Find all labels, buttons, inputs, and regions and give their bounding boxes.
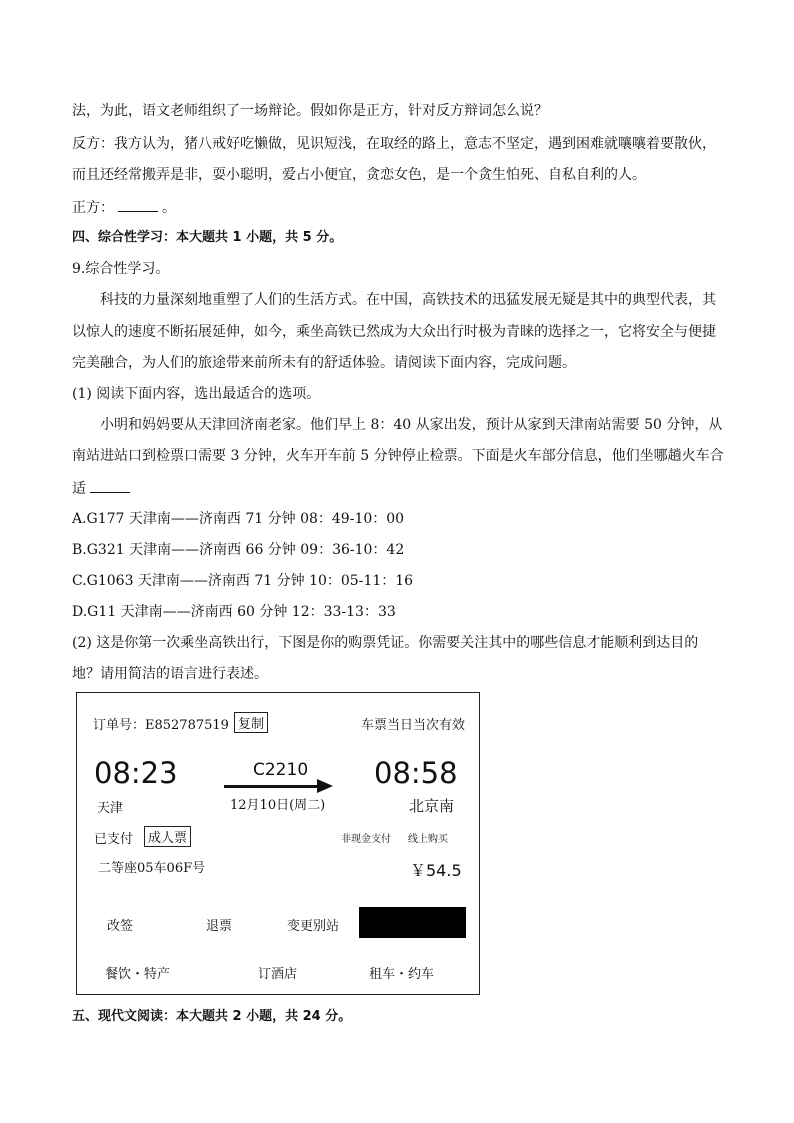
para-line-2: 以惊人的速度不断拓展延伸，如今，乘坐高铁已然成为大众出行时极为青睐的选择之一，它将安全与便捷: [72, 324, 716, 340]
payment-status: 已支付: [94, 832, 134, 847]
travel-date: 12月10日(周二): [230, 798, 326, 813]
copy-button[interactable]: 复制: [234, 712, 268, 733]
ticket-type-badge: 成人票: [144, 826, 191, 847]
answer-prefix: 正方：: [72, 200, 114, 216]
option-b: B.G321 天津南——济南西 66 分钟 09：36-10：42: [72, 542, 405, 558]
arrival-station: 北京南: [409, 797, 455, 815]
intro-line-2: 反方：我方认为，猪八戒好吃懒做，见识短浅，在取经的路上，意志不坚定，遇到困难就嚷嚷着要散伙，: [72, 136, 716, 152]
purchase-channel: 线上购买: [408, 834, 448, 845]
hotel-booking-link[interactable]: 订酒店: [258, 967, 298, 982]
intro-line-3: 而且还经常搬弄是非，耍小聪明，爱占小便宜，贪恋女色，是一个贪生怕死、自私自利的人。: [72, 167, 646, 183]
option-c: C.G1063 天津南——济南西 71 分钟 10：05-11：16: [72, 573, 414, 589]
refund-button[interactable]: 退票: [206, 919, 233, 934]
subquestion-1-line-2: 南站进站口到检票口需要 3 分钟，火车开车前 5 分钟停止检票。下面是火车部分信息，他们坐哪趟火车合: [72, 448, 724, 464]
subquestion-1: (1) 阅读下面内容，选出最适合的选项。: [72, 386, 321, 402]
validity-note: 车票当日当次有效: [361, 718, 466, 733]
question-9: 9.综合性学习。: [72, 261, 170, 277]
subquestion-1-suffix: 适: [72, 481, 86, 497]
answer-suffix: 。: [162, 200, 176, 216]
seat-info: 二等座05车06F号: [98, 861, 206, 876]
option-a: A.G177 天津南——济南西 71 分钟 08：49-10：00: [72, 511, 405, 527]
direction-arrow-line: [224, 785, 324, 788]
food-specialty-link[interactable]: 餐饮・特产: [105, 967, 171, 982]
change-ticket-button[interactable]: 改签: [107, 919, 134, 934]
car-rental-link[interactable]: 租车・约车: [369, 967, 435, 982]
payment-method: 非现金支付: [341, 834, 391, 845]
departure-time: 08:23: [94, 756, 178, 790]
subquestion-2-line-2: 地？请用简洁的语言进行表述。: [72, 666, 268, 682]
ticket-price: ￥54.5: [410, 861, 462, 880]
option-d: D.G11 天津南——济南西 60 分钟 12：33-13：33: [72, 604, 396, 620]
section-5-heading: 五、现代文阅读：本大题共 2 小题，共 24 分。: [72, 1009, 352, 1024]
choice-blank: [90, 478, 130, 493]
order-number: 订单号：E852787519: [93, 718, 229, 733]
arrival-time: 08:58: [374, 756, 458, 790]
subquestion-1-line-3: [72, 478, 134, 499]
arrow-right-icon: [317, 779, 333, 793]
departure-station: 天津: [97, 801, 124, 816]
para-line-1: 科技的力量深刻地重塑了人们的生活方式。在中国，高铁技术的迅猛发展无疑是其中的典型代表，其: [100, 292, 716, 308]
para-line-3: 完美融合，为人们的旅途带来前所未有的舒适体验。请阅读下面内容，完成问题。: [72, 355, 576, 371]
change-station-button[interactable]: 变更别站: [287, 919, 340, 934]
answer-blank: [118, 197, 158, 212]
ticket-card: [76, 692, 480, 995]
subquestion-2-line-1: (2) 这是你第一次乘坐高铁出行，下图是你的购票凭证。你需要关注其中的哪些信息才能顺利到达目的: [72, 635, 699, 651]
section-4-heading: 四、综合性学习：本大题共 1 小题，共 5 分。: [72, 230, 343, 245]
redacted-button[interactable]: [359, 907, 466, 938]
intro-line-4: [72, 197, 176, 218]
subquestion-1-line-1: 小明和妈妈要从天津回济南老家。他们早上 8：40 从家出发，预计从家到天津南站需要 50 分钟，从: [100, 417, 723, 433]
train-number: C2210: [253, 760, 309, 780]
intro-line-1: 法，为此，语文老师组织了一场辩论。假如你是正方，针对反方辩词怎么说？: [72, 103, 548, 119]
